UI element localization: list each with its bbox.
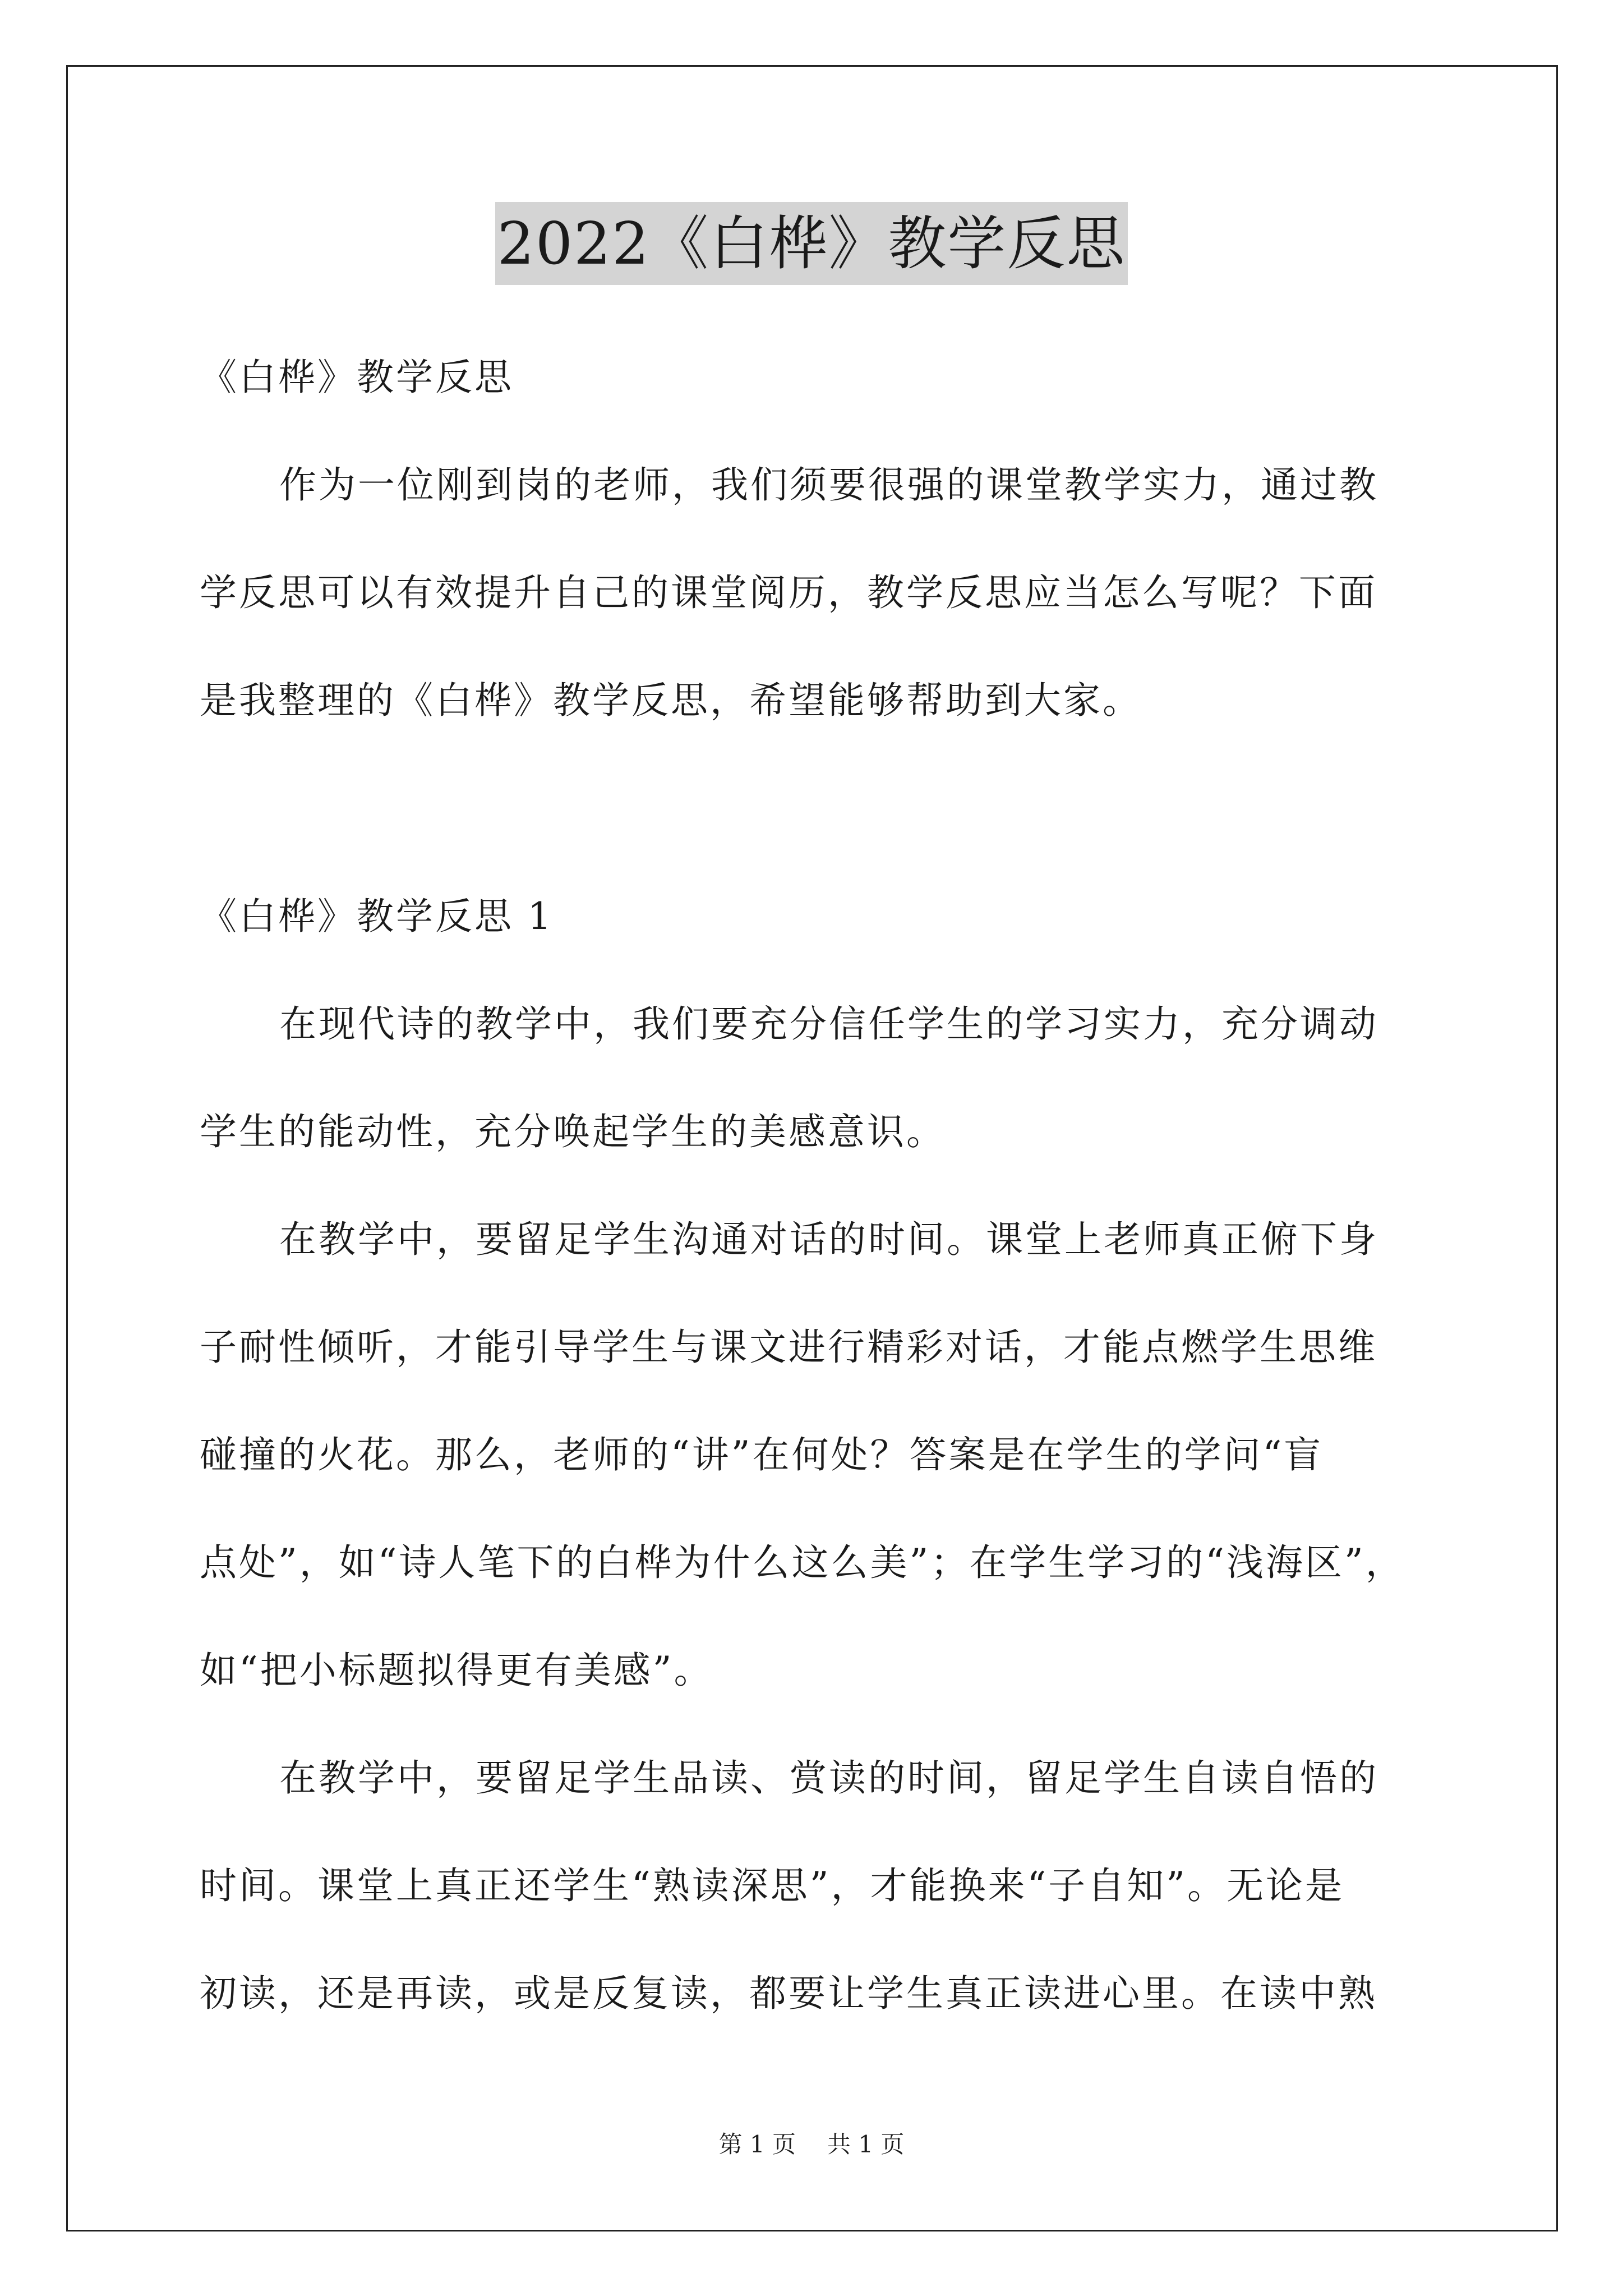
paragraph-line: 作为一位刚到岗的老师，我们须要很强的课堂教学实力，通过教 (279, 463, 1378, 507)
paragraph-line: 在教学中，要留足学生沟通对话的时间。课堂上老师真正俯下身 (279, 1218, 1378, 1261)
section-heading: 《白桦》教学反思 1 (200, 895, 554, 938)
title-block (0, 202, 1623, 285)
paragraph-line: 时间。课堂上真正还学生“熟读深思”，才能换来“子自知”。无论是 (200, 1864, 1344, 1907)
paragraph-line: 在教学中，要留足学生品读、赏读的时间，留足学生自读自悟的 (279, 1756, 1378, 1800)
page-count: 共 1 页 (827, 2131, 905, 2158)
paragraph-line: 学生的能动性，充分唤起学生的美感意识。 (200, 1110, 946, 1153)
paragraph-line: 在现代诗的教学中，我们要充分信任学生的学习实力，充分调动 (279, 1002, 1378, 1046)
paragraph-line: 子耐性倾听，才能引导学生与课文进行精彩对话，才能点燃学生思维 (200, 1326, 1377, 1369)
document-title: 2022《白桦》教学反思 (495, 202, 1128, 285)
paragraph-line: 是我整理的《白桦》教学反思，希望能够帮助到大家。 (200, 679, 1142, 722)
paragraph-line: 学反思可以有效提升自己的课堂阅历，教学反思应当怎么写呢？下面 (200, 571, 1377, 614)
page-footer (0, 2129, 1623, 2160)
subtitle-line: 《白桦》教学反思 (200, 356, 514, 399)
paragraph-line: 点处”，如“诗人笔下的白桦为什么这么美”；在学生学习的“浅海区”， (200, 1541, 1405, 1584)
paragraph-line: 初读，还是再读，或是反复读，都要让学生真正读进心里。在读中熟 (200, 1972, 1377, 2015)
paragraph-line: 碰撞的火花。那么，老师的“讲”在何处？答案是在学生的学问“盲 (200, 1433, 1324, 1476)
page-number: 第 1 页 (718, 2131, 796, 2158)
paragraph-line: 如“把小标题拟得更有美感”。 (200, 1649, 713, 1692)
